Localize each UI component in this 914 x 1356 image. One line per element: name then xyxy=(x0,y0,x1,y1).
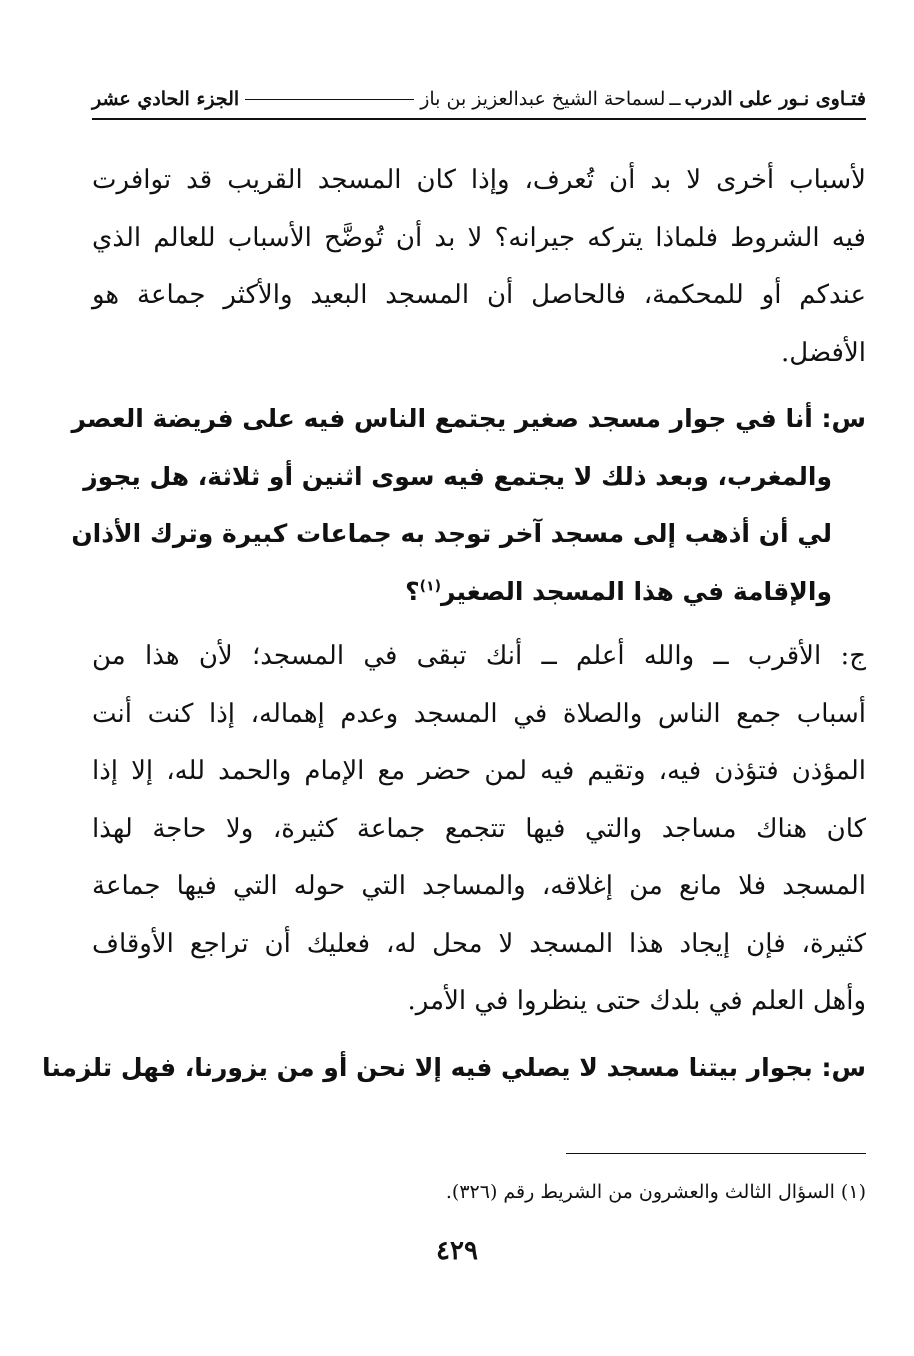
text-line: عندكم أو للمحكمة، فالحاصل أن المسجد البعيد والأكثر جماعة هو xyxy=(92,280,866,310)
footnote-divider xyxy=(566,1153,866,1154)
text-line: س: أنا في جوار مسجد صغير يجتمع الناس فيه على فريضة العصر xyxy=(71,404,866,433)
header-dash: ــ xyxy=(669,88,681,110)
author-name: لسماحة الشيخ عبدالعزيز بن باز xyxy=(420,88,666,110)
text-line: لي أن أذهب إلى مسجد آخر توجد به جماعات كبيرة وترك الأذان xyxy=(71,519,832,548)
question-mark: ؟ xyxy=(405,576,420,606)
question-paragraph xyxy=(71,390,866,620)
text-line: كثيرة، فإن إيجاد هذا المسجد لا محل له، فعليك أن تراجع الأوقاف xyxy=(92,928,866,959)
text-line: كان هناك مساجد والتي فيها تتجمع جماعة كثيرة، ولا حاجة لهذا xyxy=(92,813,866,844)
footnote: (١) السؤال الثالث والعشرون من الشريط رقم (٣٢٦). xyxy=(445,1181,866,1203)
running-header xyxy=(92,84,866,120)
text-line xyxy=(92,563,866,621)
body-text xyxy=(41,152,866,1104)
text-line: ج: الأقرب ــ والله أعلم ــ أنك تبقى في المسجد؛ لأن هذا من xyxy=(92,641,866,671)
text-line: المسجد فلا مانع من إغلاقه، والمساجد التي حوله التي فيها جماعة xyxy=(92,871,866,901)
footnote-reference[interactable]: (١) xyxy=(419,578,441,595)
text-line: لأسباب أخرى لا بد أن تُعرف، وإذا كان المسجد القريب قد توافرت xyxy=(92,165,866,195)
question-paragraph xyxy=(41,1039,866,1097)
text-line: أسباب جمع الناس والصلاة في المسجد وعدم إهماله، إذا كنت أنت xyxy=(92,698,866,729)
page-number: ٤٢٩ xyxy=(436,1236,478,1266)
text-line: المؤذن فتؤذن فيه، وتقيم فيه لمن حضر مع الإمام والحمد لله، إلا إذا xyxy=(92,756,866,786)
header-rule xyxy=(245,99,414,100)
text-line: والمغرب، وبعد ذلك لا يجتمع فيه سوى اثنين أو ثلاثة، هل يجوز xyxy=(83,461,832,491)
answer-continuation-paragraph xyxy=(92,152,866,382)
text-line: وأهل العلم في بلدك حتى ينظروا في الأمر. xyxy=(407,986,866,1016)
text-line: الأفضل. xyxy=(781,337,866,368)
book-title: فتـاوى نـور على الدرب xyxy=(684,88,866,110)
answer-paragraph xyxy=(92,628,866,1031)
text-line: فيه الشروط فلماذا يتركه جيرانه؟ لا بد أن تُوضَّح الأسباب للعالم الذي xyxy=(92,222,866,253)
volume-title: الجزء الحادي عشر xyxy=(92,88,240,110)
question-last-line-text: والإقامة في هذا المسجد الصغير xyxy=(440,576,832,606)
text-line: س: بجوار بيتنا مسجد لا يصلي فيه إلا نحن أو من يزورنا، فهل تلزمنا xyxy=(41,1052,866,1082)
